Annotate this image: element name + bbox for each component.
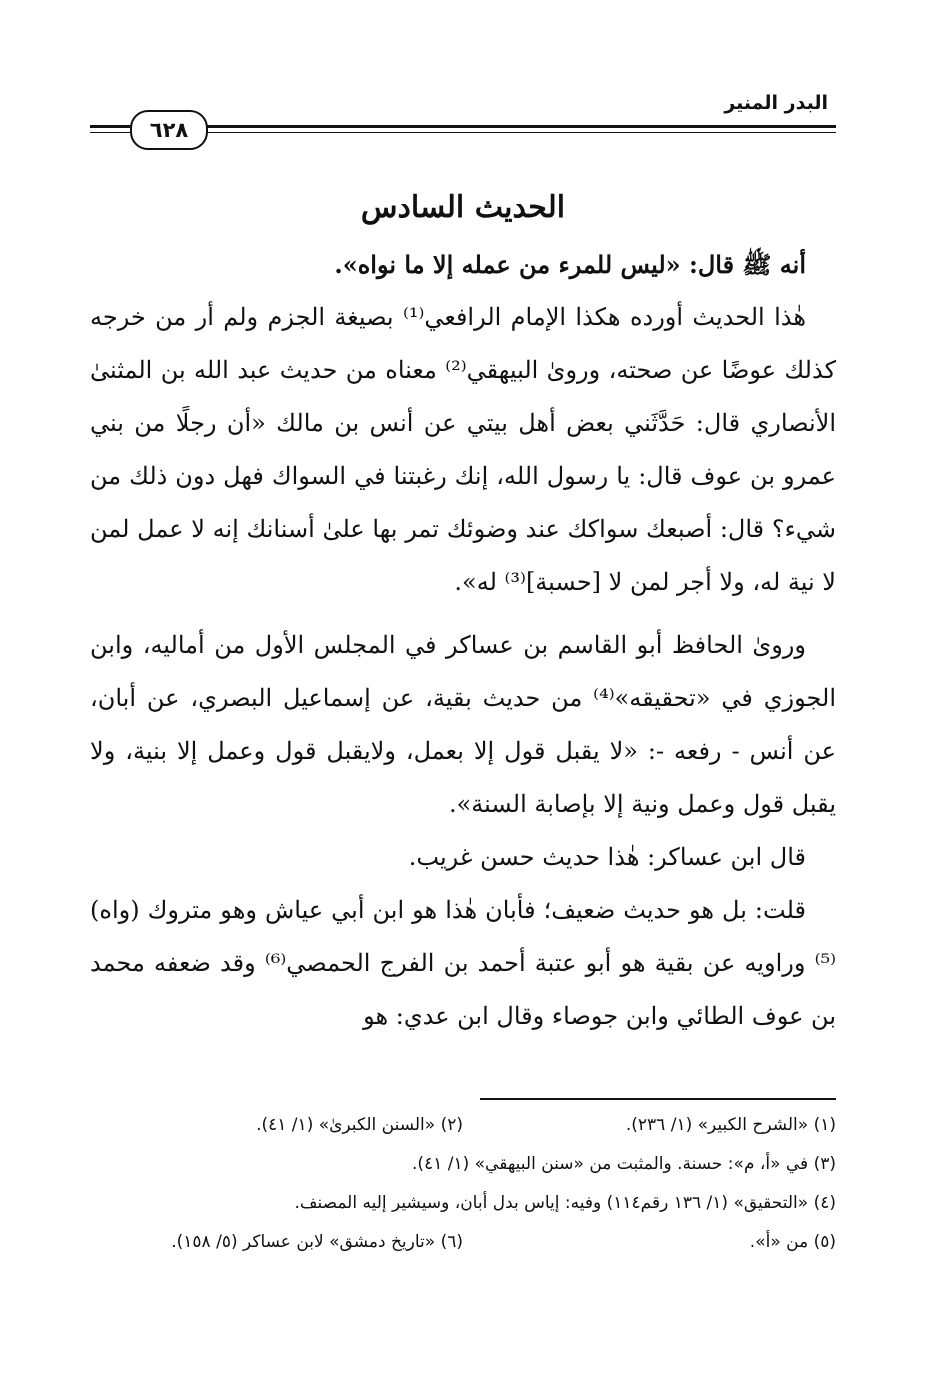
hadith-text: أنه ﷺ قال: «ليس للمرء من عمله إلا ما نواه». — [334, 250, 806, 279]
page-header — [90, 88, 836, 152]
running-title: البدر المنير — [724, 92, 828, 114]
paragraph: قال ابن عساكر: هٰذا حديث حسن غريب. — [408, 843, 806, 871]
footnotes — [90, 1098, 836, 1262]
footnote-5: (٥) من «أ». — [749, 1232, 836, 1252]
section-heading: الحديث السادس — [360, 190, 566, 225]
main-text — [90, 178, 836, 1043]
page-number: ٦٢٨ — [130, 110, 208, 150]
paragraph: قلت: بل هو حديث ضعيف؛ فأبان هٰذا هو ابن أبي عياش وهو متروك (واه)⁽⁵⁾ وراويه عن بقية هو أبو عتبة أحمد بن الفرج الحمصي⁽⁶⁾ وقد ضعفه محمد بن عوف الطائي وابن جوصاء وقال ابن عدي: هو — [90, 896, 837, 1030]
footnote-4: (٤) «التحقيق» (١/ ١٣٦ رقم١١٤) وفيه: إياس بدل أبان، وسيشير إليه المصنف. — [294, 1193, 836, 1213]
paragraph: هٰذا الحديث أورده هكذا الإمام الرافعي⁽¹⁾ بصيغة الجزم ولم أر من خرجه كذلك عوضًا عن صحته، وروىٰ البيهقي⁽²⁾ معناه من حديث عبد الله بن المثنىٰ الأنصاري قال: حَدَّثَني بعض أهل بيتي عن أنس بن مالك «أن رجلًا من بني عمرو بن عوف قال: يا رسول الله، إنك رغبتنا في السواك فهل دون ذلك من شيء؟ قال: أصبعك سواكك عند وضوئك تمر بها علىٰ أسنانك إنه لا عمل لمن لا نية له، ولا أجر لمن لا [حسبة]⁽³⁾ له». — [90, 303, 836, 596]
footnote-rule — [480, 1098, 836, 1100]
footnote-1: (١) «الشرح الكبير» (١/ ٢٣٦). — [625, 1115, 836, 1135]
paragraph: وروىٰ الحافظ أبو القاسم بن عساكر في المجلس الأول من أماليه، وابن الجوزي في «تحقيقه»⁽⁴⁾ من حديث بقية، عن إسماعيل البصري، عن أبان، عن أنس - رفعه -: «لا يقبل قول إلا بعمل، ولايقبل قول وعمل إلا بنية، ولا يقبل قول وعمل ونية إلا بإصابة السنة». — [90, 631, 836, 818]
footnote-2: (٢) «السنن الكبرىٰ» (١/ ٤١). — [256, 1115, 463, 1135]
footnote-6: (٦) «تاريخ دمشق» لابن عساكر (٥/ ١٥٨). — [171, 1232, 463, 1252]
footnote-3: (٣) في «أ، م»: حسنة. والمثبت من «سنن البيهقي» (١/ ٤١). — [412, 1154, 836, 1174]
